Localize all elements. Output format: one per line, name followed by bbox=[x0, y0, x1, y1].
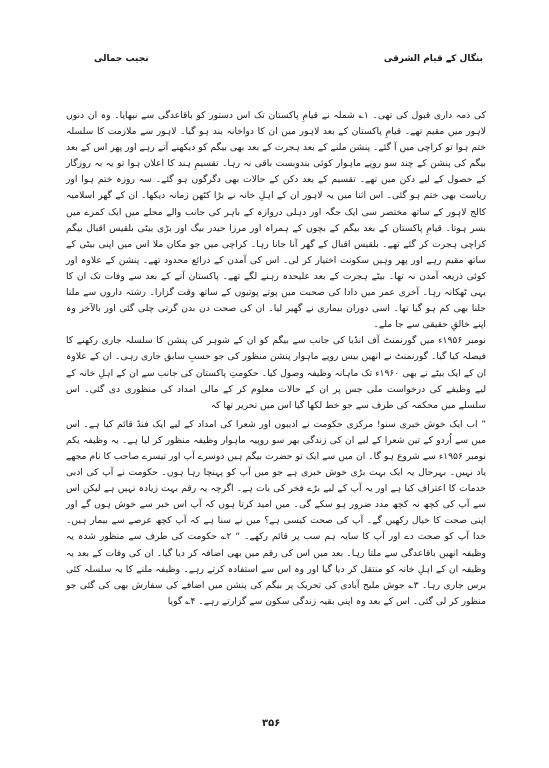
page-number: ۳۵۶ bbox=[262, 718, 281, 729]
body-text bbox=[66, 108, 486, 610]
running-head bbox=[94, 54, 483, 68]
book-title: بنگال کے قیام الشرقی bbox=[383, 54, 483, 64]
author-name: نجیب جمالی bbox=[94, 54, 149, 64]
quoted-letter: ” اب ایک خوش خبری سنو! مرکزی حکومت نے ادیبوں اور شعرا کی امداد کے لیے ایک فنڈ قائم کیا ہے۔ اس میں سے اُردو کے تین شعرا کے لیے ان کی زندگی بھر سو روپیہ ماہوار وظیفہ منظور کر لیا ہے۔ یہ وظیفہ یکم نومبر ۱۹۵۶ء سے شروع ہو گا۔ ان میں سے ایک تو حضرت بیگم ہیں دوسرے آپ اور تیسرے صاحب کا نام مجھے یاد نہیں۔ بہرحال یہ ایک بہت بڑی خوش خبری ہے جو میں آپ کو پہنچا رہا ہوں۔ حکومت نے آپ کی ادبی خدمات کا اعتراف کیا ہے اور یہ آپ کے لیے بڑے فخر کی بات ہے۔ اگرچہ یہ رقم بہت زیادہ نہیں ہے لیکن اس سے آپ کی کچھ نہ کچھ مدد ضرور ہو سکے گی۔ میں امید کرتا ہوں کہ آپ اس خبر سے خوش ہوں گے اور اپنی صحت کا خیال رکھیں گے۔ آپ کی صحت کیسی ہے؟ میں نے سنا ہے کہ آپ کچھ عرصے سے بیمار ہیں۔ خدا آپ کو صحت دے اور آپ کا سایہ ہم سب پر قائم رکھے۔ “ ۲؎ حکومت کی طرف سے منظور شدہ یہ وظیفہ انھیں باقاعدگی سے ملتا رہا۔ بعد میں اس کی رقم میں بھی اضافہ کر دیا گیا۔ ان کی وفات کے بعد یہ وظیفہ ان کے اہلِ خانہ کو منتقل کر دیا گیا اور وہ اس سے استفادہ کرتے رہے۔ وظیفہ ملنے کا یہ سلسلہ کئی برس جاری رہا۔ ۳؎ جوش ملیح آبادی کی تحریک پر بیگم کی پنشن میں اضافے کی سفارش بھی کی گئی جو منظور کر لی گئی۔ اس کے بعد وہ اپنی بقیہ زندگی سکون سے گزارتے رہے۔ ۴؎ گویا bbox=[66, 418, 486, 607]
paragraph: کی ذمہ داری قبول کی تھی۔ ۱؎ شملہ نے قیامِ پاکستان تک اس دستور کو باقاعدگی سے نبھایا۔ وہ ان دنوں لاہور میں مقیم تھے۔ قیامِ پاکستان کے بعد لاہور میں ان کا دواخانہ بند ہو گیا۔ لاہور سے ملازمت کا سلسلہ ختم ہوا تو کراچی میں آ گئے۔ پنشن ملنے کے بعد ہجرت کے بعد بھی بیگم کو دیکھنے آتے رہے اور پھر اس کے بعد بیگم کی پنشن کے چند سو روپے ماہوار کوئی بندوبست باقی نہ رہا۔ تقسیمِ ہند کا اعلان ہوا تو یہ بہ روزگار کے حصول کے لیے دکن میں تھے۔ تقسیم کے بعد دکن کے حالات بھی دگرگوں ہو گئے۔ سہ روزہ ختم ہوا اور ریاست بھی ختم ہو گئی۔ اس اثنا میں یہ لاہور ان کے اہلِ خانہ نے بڑا کٹھن زمانہ دیکھا۔ ان کے گھر اسلامیہ کالج لاہور کے ساتھ مختصر سی ایک جگہ اور دہلی دروازہ کے باہر کی جانب والے محلے میں ایک کمرے میں بسر ہوتا۔ قیامِ پاکستان کے بعد بیگم کے بچوں کے ہمراہ اور مرزا حیدر بیگ اور بڑی بیٹی بلقیس اقبال بیگم کراچی ہجرت کر گئے تھے۔ بلقیس اقبال کے گھر آنا جانا رہا۔ کراچی میں جو مکان ملا اس میں اپنی بیٹی کے ساتھ مقیم رہے اور پھر وہیں سکونت اختیار کر لی۔ اس کی آمدن کے ذرائع محدود تھے۔ پنشن کے علاوہ اور کوئی ذریعہ آمدن نہ تھا۔ بیٹے ہجرت کے بعد علیحدہ رہنے لگے تھے۔ پاکستان آنے کے بعد سے وفات تک ان کا یہی ٹھکانہ رہا۔ آخری عمر میں دادا کی صحبت میں پوتے پوتیوں کے ساتھ وقت گزارا۔ رشتہ داروں سے ملنا جلنا بھی کم ہو گیا تھا۔ اسی دوران بیماری نے گھیر لیا۔ ان کی صحت دن بدن گرتی چلی گئی اور بالآخر وہ اپنے خالقِ حقیقی سے جا ملے۔ bbox=[66, 110, 486, 331]
paragraph: نومبر ۱۹۵۶ء میں گورنمنٹ آف انڈیا کی جانب سے بیگم کو ان کے شوہر کی پنشن کا سلسلہ جاری رکھنے کا فیصلہ کیا گیا۔ گورنمنٹ نے انھیں بیس روپے ماہوار پنشن منظور کی جو حسبِ سابق جاری رہی۔ ان کے علاوہ ان کے ایک بیٹے نے بھی ۱۹۶۰ء تک ماہانہ وظیفہ وصول کیا۔ حکومتِ پاکستان کی جانب سے ان کے اہلِ خانہ کے لیے وظیفے کی درخواست ملی جس پر ان کے حالات معلوم کر کے مالی امداد کی منظوری دی گئی۔ اس سلسلے میں محکمہ کی طرف سے جو خط لکھا گیا اس میں تحریر تھا کہ bbox=[66, 335, 486, 411]
